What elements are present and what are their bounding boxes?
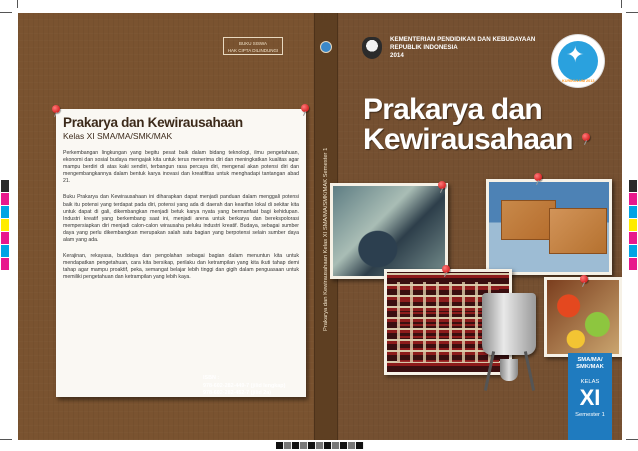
color-bar xyxy=(629,245,637,257)
badge-caption: KURIKULUM 2013 xyxy=(562,79,595,83)
color-bar xyxy=(1,258,9,270)
pushpin-icon xyxy=(442,265,450,273)
color-bar xyxy=(629,206,637,218)
pushpin-icon xyxy=(301,104,309,112)
color-bar xyxy=(1,180,9,192)
back-description-sheet xyxy=(56,109,306,397)
book-title xyxy=(363,95,613,155)
student-figure-icon: ✦ xyxy=(566,42,585,67)
description-paragraph: Perkembangan lingkungan yang begitu pesat baik dalam bidang teknologi, ilmu pengetahuan, ekonomi dan sosial budaya mengajak kita untuk terus menerima diri dan meningkatkan kualitas agar mampu berdiri di atas kaki sendiri, terbangun rasa percaya diri, mengenal akan potensi diri dan mengembangkannya dalam bentuk karya inovasi dan kreatifitas untuk menghadapi tantangan abad 21. xyxy=(63,150,299,185)
description-paragraph: Kerajinan, rekayasa, budidaya dan pengolahan sebagai bagian dalam menuntun kita untuk mendapatkan pengetahuan, cara kita bersikap, perilaku dan ketrampilan yang kita ikuti tahap demi tahap agar mampu proaktif, peka, semangat belajar lebih tinggi dan gigih dalam penguasaan untuk memiliki pengetahuan dan ketrampilan yang lebih kaya. xyxy=(63,253,299,281)
school-level: SMA/MA/ SMK/MAK xyxy=(576,357,604,370)
isbn-line: 978-602-282-449-7 (jilid lengkap) xyxy=(203,382,286,389)
spine-text: Prakarya dan Kewirausahaan Kelas XI SMA/MA/SMK/MAK Semester 1 xyxy=(323,147,329,331)
color-bar xyxy=(629,193,637,205)
back-subtitle: Kelas XI SMA/MA/SMK/MAK xyxy=(63,131,173,141)
pushpin-icon xyxy=(534,173,542,181)
color-bar xyxy=(1,206,9,218)
pushpin-icon xyxy=(580,275,588,283)
back-title: Prakarya dan Kewirausahaan xyxy=(63,115,243,130)
ministry-line: 2014 xyxy=(390,52,404,59)
color-bar xyxy=(629,219,637,231)
semester-label: Semester 1 xyxy=(575,412,605,418)
kelas-label: KELAS xyxy=(580,379,600,385)
color-bar xyxy=(1,245,9,257)
color-bar xyxy=(1,232,9,244)
crop-mark xyxy=(0,12,12,13)
title-line: Prakarya dan xyxy=(363,93,542,126)
pushpin-icon xyxy=(438,181,446,189)
crop-mark xyxy=(17,0,18,8)
grade-tag xyxy=(568,353,612,440)
back-cover xyxy=(18,13,314,440)
pushpin-icon xyxy=(582,133,590,141)
steamer-pot-photo xyxy=(482,293,536,355)
ministry-line: KEMENTERIAN PENDIDIKAN DAN KEBUDAYAAN xyxy=(390,36,536,43)
garuda-emblem-icon xyxy=(362,37,382,59)
book-cover xyxy=(18,13,622,440)
crop-mark xyxy=(621,0,622,8)
crop-mark xyxy=(626,439,638,440)
title-line: Kewirausahaan xyxy=(363,123,573,156)
isbn-line: 978-602-282-452-7 (jilid 2a) xyxy=(203,390,272,397)
crop-mark xyxy=(626,12,638,13)
crop-mark xyxy=(0,439,12,440)
ministry-line: REPUBLIK INDONESIA xyxy=(390,44,458,51)
copyright-stamp xyxy=(223,37,283,55)
box-shape xyxy=(549,208,607,254)
pushpin-icon xyxy=(52,105,60,113)
cardboard-boxes-photo xyxy=(486,179,612,275)
isbn-block xyxy=(203,375,285,398)
color-bar xyxy=(1,193,9,205)
isbn-label: ISBN : xyxy=(203,375,220,381)
food-photo xyxy=(544,277,622,357)
color-bar xyxy=(1,219,9,231)
stamp-text: BUKU SISWA HAK CIPTA DILINDUNGI xyxy=(227,41,279,53)
grayscale-bar xyxy=(276,442,364,449)
pot-bowl xyxy=(500,359,518,381)
box-shape xyxy=(501,200,556,240)
front-cover xyxy=(338,13,622,440)
color-bar xyxy=(629,180,637,192)
color-bar xyxy=(629,258,637,270)
description-paragraph: Buku Prakarya dan Kewirausahaan ini diharapkan dapat menjadi panduan dalam menggali potensi baik itu potensi yang terdapat pada diri, potensi yang ada di daerah dan kearifan lokal di sekitar kita untuk dapat di gali, dikembangkan menjadi betuk karya nyata yang bermanfaat bagi kehidupan. Industri kreatif yang berkembang saat ini, menjadi arena untuk berkarya dan berekspolorasi mempersiapkan diri menjadi calon-calon wirausaha peluku industri kreatif. Budaya, sebagai sumber daya yang perlu dikembangkan merupakan salah satu bagian yang berpotensi selain sumber daya alam yang ada. xyxy=(63,194,299,244)
color-bar xyxy=(629,232,637,244)
grade-number: XI xyxy=(579,385,601,410)
weaving-photo xyxy=(330,183,448,279)
kurikulum-badge xyxy=(552,35,604,87)
ministry-header xyxy=(390,36,535,60)
